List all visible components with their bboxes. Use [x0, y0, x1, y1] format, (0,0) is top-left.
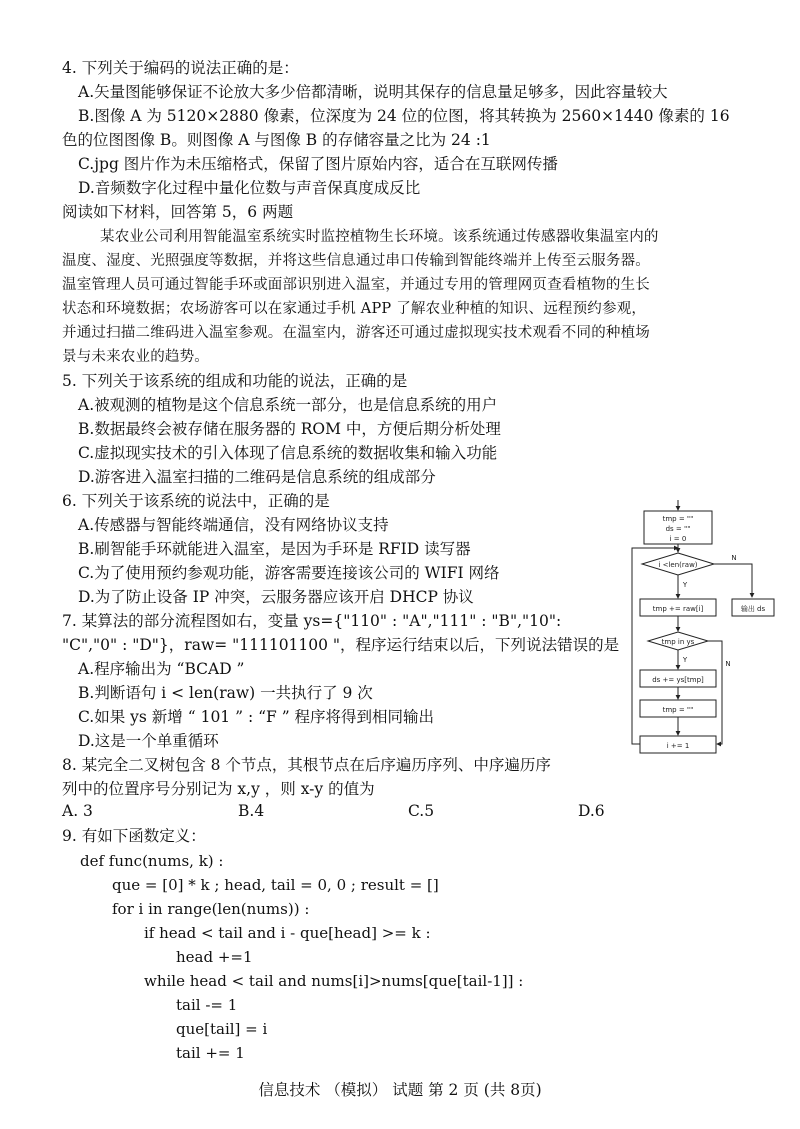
q6-option-a: A.传感器与智能终端通信，没有网络协议支持 — [78, 516, 389, 534]
q7-stem: 7. 某算法的部分流程图如右，变量 ys={"110" : "A","111" : "B","10": — [62, 612, 562, 630]
q7-option-a: A.程序输出为 “BCAD ” — [78, 660, 245, 678]
q4-option-a: A.矢量图能够保证不论放大多少倍都清晰，说明其保存的信息量足够多，因此容量较大 — [78, 83, 668, 101]
q6-option-c: C.为了使用预约参观功能，游客需要连接该公司的 WIFI 网络 — [78, 564, 500, 582]
q5-option-d: D.游客进入温室扫描的二维码是信息系统的组成部分 — [78, 468, 436, 486]
q8-option-c: C.5 — [408, 802, 435, 820]
q5-stem: 5. 下列关于该系统的组成和功能的说法，正确的是 — [62, 372, 408, 390]
q5-option-c: C.虚拟现实技术的引入体现了信息系统的数据收集和输入功能 — [78, 444, 498, 462]
code-line: while head < tail and nums[i]>nums[que[tail-1]] : — [144, 972, 524, 990]
code-line: que = [0] * k ; head, tail = 0, 0 ; result = [] — [112, 876, 439, 894]
page-footer: 信息技术 （模拟） 试题 第 2 页 (共 8页) — [258, 1081, 542, 1099]
q8-option-d: D.6 — [578, 802, 605, 820]
material-line: 景与未来农业的趋势。 — [62, 349, 209, 365]
q4-option-c: C.jpg 图片作为未压缩格式，保留了图片原始内容，适合在互联网传播 — [78, 155, 558, 173]
flow-step-ds: ds += ys[tmp] — [652, 676, 704, 684]
q8-option-b: B.4 — [238, 802, 265, 820]
code-line: tail += 1 — [176, 1044, 245, 1062]
q6-stem: 6. 下列关于该系统的说法中，正确的是 — [62, 492, 330, 510]
material-line: 并通过扫描二维码进入温室参观。在温室内，游客还可通过虚拟现实技术观看不同的种植场 — [62, 325, 650, 341]
material-line: 某农业公司利用智能温室系统实时监控植物生长环境。该系统通过传感器收集温室内的 — [100, 229, 659, 245]
code-line: for i in range(len(nums)) : — [112, 900, 310, 918]
algorithm-flowchart — [630, 498, 780, 758]
flow-step-reset: tmp = "" — [662, 706, 694, 714]
flow-yes-2: Y — [682, 656, 688, 664]
material-intro: 阅读如下材料，回答第 5，6 两题 — [62, 203, 294, 221]
q8-stem: 8. 某完全二叉树包含 8 个节点，其根节点在后序遍历序列、中序遍历序 — [62, 756, 551, 774]
flow-init-ds: ds = "" — [665, 525, 691, 533]
code-line: if head < tail and i - que[head] >= k : — [144, 924, 431, 942]
flow-no-2: N — [725, 660, 731, 668]
q9-stem: 9. 有如下函数定义： — [62, 827, 206, 845]
flow-output: 输出 ds — [740, 605, 766, 613]
q7-option-c: C.如果 ys 新增 “ 101 ” : “F ” 程序将得到相同输出 — [78, 708, 435, 726]
q5-option-a: A.被观测的植物是这个信息系统一部分，也是信息系统的用户 — [78, 396, 498, 414]
flow-cond-in: tmp in ys — [661, 638, 695, 646]
material-line: 状态和环境数据；农场游客可以在家通过手机 APP 了解农业种植的知识、远程预约参观， — [62, 301, 647, 317]
code-line: que[tail] = i — [176, 1020, 268, 1038]
code-line: head +=1 — [176, 948, 253, 966]
q5-option-b: B.数据最终会被存储在服务器的 ROM 中，方便后期分析处理 — [78, 420, 501, 438]
flow-init-i: i = 0 — [669, 535, 687, 543]
flow-init-tmp: tmp = "" — [662, 515, 694, 523]
flow-step-append: tmp += raw[i] — [652, 605, 704, 613]
q7-stem-cont: "C","0" : "D"}，raw= "111101100 "，程序运行结束以后，下列说法错误的是 — [62, 636, 620, 654]
material-line: 温度、湿度、光照强度等数据，并将这些信息通过串口传输到智能终端并上传至云服务器。 — [62, 253, 650, 269]
flow-step-inc: i += 1 — [666, 742, 690, 750]
flow-no-1: N — [731, 554, 737, 562]
q7-option-b: B.判断语句 i < len(raw) 一共执行了 9 次 — [78, 684, 373, 702]
code-line: def func(nums, k) : — [80, 852, 224, 870]
q4-option-b: B.图像 A 为 5120×2880 像素，位深度为 24 位的位图，将其转换为 2560×1440 像素的 16 — [78, 107, 730, 125]
material-line: 温室管理人员可通过智能手环或面部识别进入温室，并通过专用的管理网页查看植物的生长 — [62, 277, 650, 293]
q4-option-b-cont: 色的位图图像 B。则图像 A 与图像 B 的存储容量之比为 24 :1 — [62, 131, 491, 149]
code-line: tail -= 1 — [176, 996, 238, 1014]
q4-option-d: D.音频数字化过程中量化位数与声音保真度成反比 — [78, 179, 421, 197]
q7-option-d: D.这是一个单重循环 — [78, 732, 219, 750]
q6-option-d: D.为了防止设备 IP 冲突，云服务器应该开启 DHCP 协议 — [78, 588, 474, 606]
flow-yes-1: Y — [682, 581, 688, 589]
q8-stem-cont: 列中的位置序号分别记为 x,y ，则 x-y 的值为 — [62, 780, 375, 798]
q4-stem: 4. 下列关于编码的说法正确的是： — [62, 59, 299, 77]
q8-option-a: A. 3 — [62, 802, 93, 820]
q6-option-b: B.刷智能手环就能进入温室，是因为手环是 RFID 读写器 — [78, 540, 471, 558]
flow-cond-loop: i <len(raw) — [658, 561, 698, 569]
